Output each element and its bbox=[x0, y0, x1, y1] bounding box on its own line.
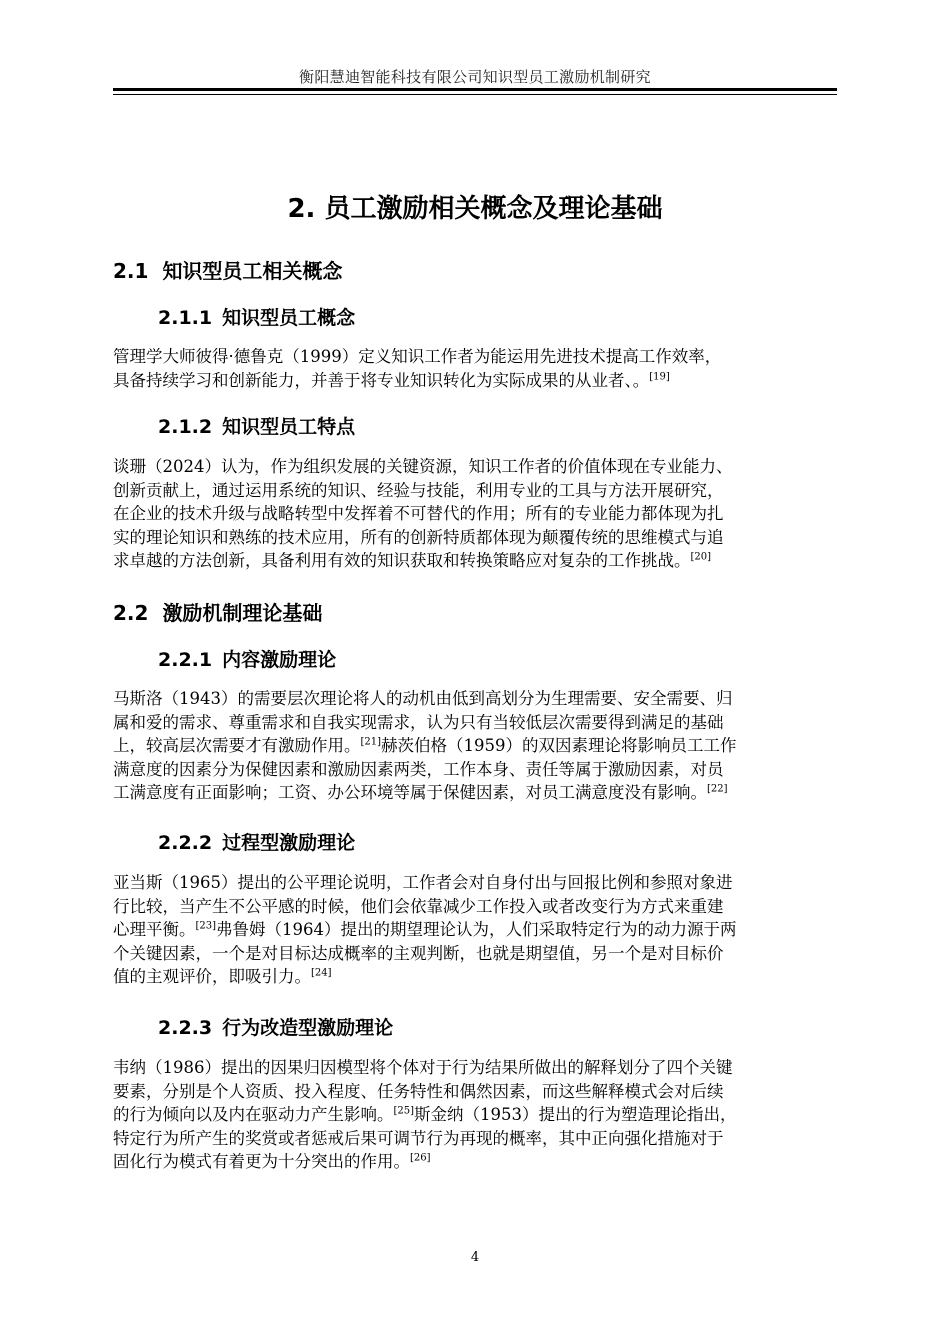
text-line: 个关键因素，一个是对目标达成概率的主观判断，也就是期望值，另一个是对目标价 bbox=[113, 943, 724, 963]
subsection-title: 行为改造型激励理论 bbox=[222, 1017, 394, 1039]
text-line: 特定行为所产生的奖赏或者惩戒后果可调节行为再现的概率，其中正向强化措施对于 bbox=[113, 1128, 724, 1148]
subsection-number: 2.2.1 bbox=[158, 649, 213, 671]
paragraph-behavior-modification bbox=[113, 1056, 837, 1174]
running-header: 衡阳慧迪智能科技有限公司知识型员工激励机制研究 bbox=[299, 68, 651, 86]
text-line: 求卓越的方法创新，具备利用有效的知识获取和转换策略应对复杂的工作挑战。[20] bbox=[113, 551, 712, 570]
header-rule-thin bbox=[113, 94, 837, 95]
citation-ref: [23] bbox=[195, 920, 217, 932]
section-title: 知识型员工相关概念 bbox=[162, 259, 343, 283]
header-rule-thick bbox=[113, 88, 837, 91]
text-line: 的行为倾向以及内在驱动力产生影响。[25]斯金纳（1953）提出的行为塑造理论指出， bbox=[113, 1105, 737, 1124]
paragraph-content-motivation bbox=[113, 687, 837, 805]
text-line: 工满意度有正面影响；工资、办公环境等属于保健因素，对员工满意度没有影响。[22] bbox=[113, 783, 728, 802]
text-line: 创新贡献上，通过运用系统的知识、经验与技能，利用专业的工具与方法开展研究， bbox=[113, 480, 724, 500]
section-title: 激励机制理论基础 bbox=[162, 601, 323, 625]
text-line: 管理学大师彼得·德鲁克（1999）定义知识工作者为能运用先进技术提高工作效率， bbox=[113, 347, 722, 366]
subsection-title: 过程型激励理论 bbox=[222, 832, 356, 854]
text-line: 亚当斯（1965）提出的公平理论说明，工作者会对自身付出与回报比例和参照对象进 bbox=[113, 873, 733, 892]
chapter-number: 2. bbox=[287, 194, 316, 224]
section-number: 2.1 bbox=[113, 259, 149, 283]
subsection-number: 2.1.2 bbox=[158, 416, 213, 438]
text-line: 固化行为模式有着更为十分突出的作用。[26] bbox=[113, 1152, 431, 1171]
text-line: 具备持续学习和创新能力，并善于将专业知识转化为实际成果的从业者、。[19] bbox=[113, 370, 670, 390]
section-heading-2-2 bbox=[113, 597, 322, 626]
subsection-number: 2.2.2 bbox=[158, 832, 213, 854]
text-line: 值的主观评价，即吸引力。[24] bbox=[113, 967, 332, 986]
section-heading-2-1 bbox=[113, 255, 342, 284]
citation-ref: [22] bbox=[707, 783, 728, 795]
subsection-heading-2-1-1 bbox=[158, 303, 355, 330]
paragraph-knowledge-worker-traits bbox=[113, 455, 837, 573]
text-line: 上，较高层次需要才有激励作用。[21]赫茨伯格（1959）的双因素理论将影响员工工作 bbox=[113, 736, 737, 755]
text-line: 韦纳（1986）提出的因果归因模型将个体对于行为结果所做出的解释划分了四个关键 bbox=[113, 1058, 733, 1077]
citation-ref: [21] bbox=[360, 736, 382, 748]
text-line: 实的理论知识和熟练的技术应用，所有的创新特质都体现为颠覆传统的思维模式与追 bbox=[113, 527, 724, 547]
chapter-title bbox=[113, 188, 837, 225]
chapter-title-text: 员工激励相关概念及理论基础 bbox=[324, 194, 663, 224]
text-line: 马斯洛（1943）的需要层次理论将人的动机由低到高划分为生理需要、安全需要、归 bbox=[113, 689, 733, 708]
page-number: 4 bbox=[470, 1250, 480, 1265]
text-line: 满意度的因素分为保健因素和激励因素两类，工作本身、责任等属于激励因素，对员 bbox=[113, 759, 724, 779]
citation-ref: [25] bbox=[393, 1105, 415, 1117]
subsection-heading-2-2-3 bbox=[158, 1013, 393, 1040]
text-line: 要素，分别是个人资质、投入程度、任务特性和偶然因素，而这些解释模式会对后续 bbox=[113, 1081, 724, 1101]
citation-ref: [20] bbox=[690, 551, 712, 563]
subsection-title: 内容激励理论 bbox=[222, 649, 337, 671]
paragraph-process-motivation bbox=[113, 871, 837, 989]
citation-ref: [26] bbox=[410, 1152, 431, 1164]
text-line: 在企业的技术升级与战略转型中发挥着不可替代的作用；所有的专业能力都体现为扎 bbox=[113, 504, 724, 523]
subsection-title: 知识型员工特点 bbox=[222, 416, 356, 438]
citation-ref: [19] bbox=[649, 371, 670, 382]
citation-ref: [24] bbox=[311, 967, 332, 979]
subsection-heading-2-2-1 bbox=[158, 645, 336, 672]
paragraph-knowledge-worker-definition bbox=[113, 345, 837, 392]
section-number: 2.2 bbox=[113, 601, 149, 625]
subsection-number: 2.1.1 bbox=[158, 307, 213, 329]
subsection-title: 知识型员工概念 bbox=[222, 307, 356, 329]
subsection-number: 2.2.3 bbox=[158, 1017, 213, 1039]
text-line: 谈珊（2024）认为，作为组织发展的关键资源，知识工作者的价值体现在专业能力、 bbox=[113, 457, 733, 476]
text-line: 行比较，当产生不公平感的时候，他们会依靠减少工作投入或者改变行为方式来重建 bbox=[113, 896, 724, 916]
subsection-heading-2-1-2 bbox=[158, 412, 355, 439]
text-line: 属和爱的需求、尊重需求和自我实现需求，认为只有当较低层次需要得到满足的基础 bbox=[113, 712, 724, 732]
subsection-heading-2-2-2 bbox=[158, 828, 355, 855]
text-line: 心理平衡。[23]弗鲁姆（1964）提出的期望理论认为，人们采取特定行为的动力源于两 bbox=[113, 920, 737, 939]
